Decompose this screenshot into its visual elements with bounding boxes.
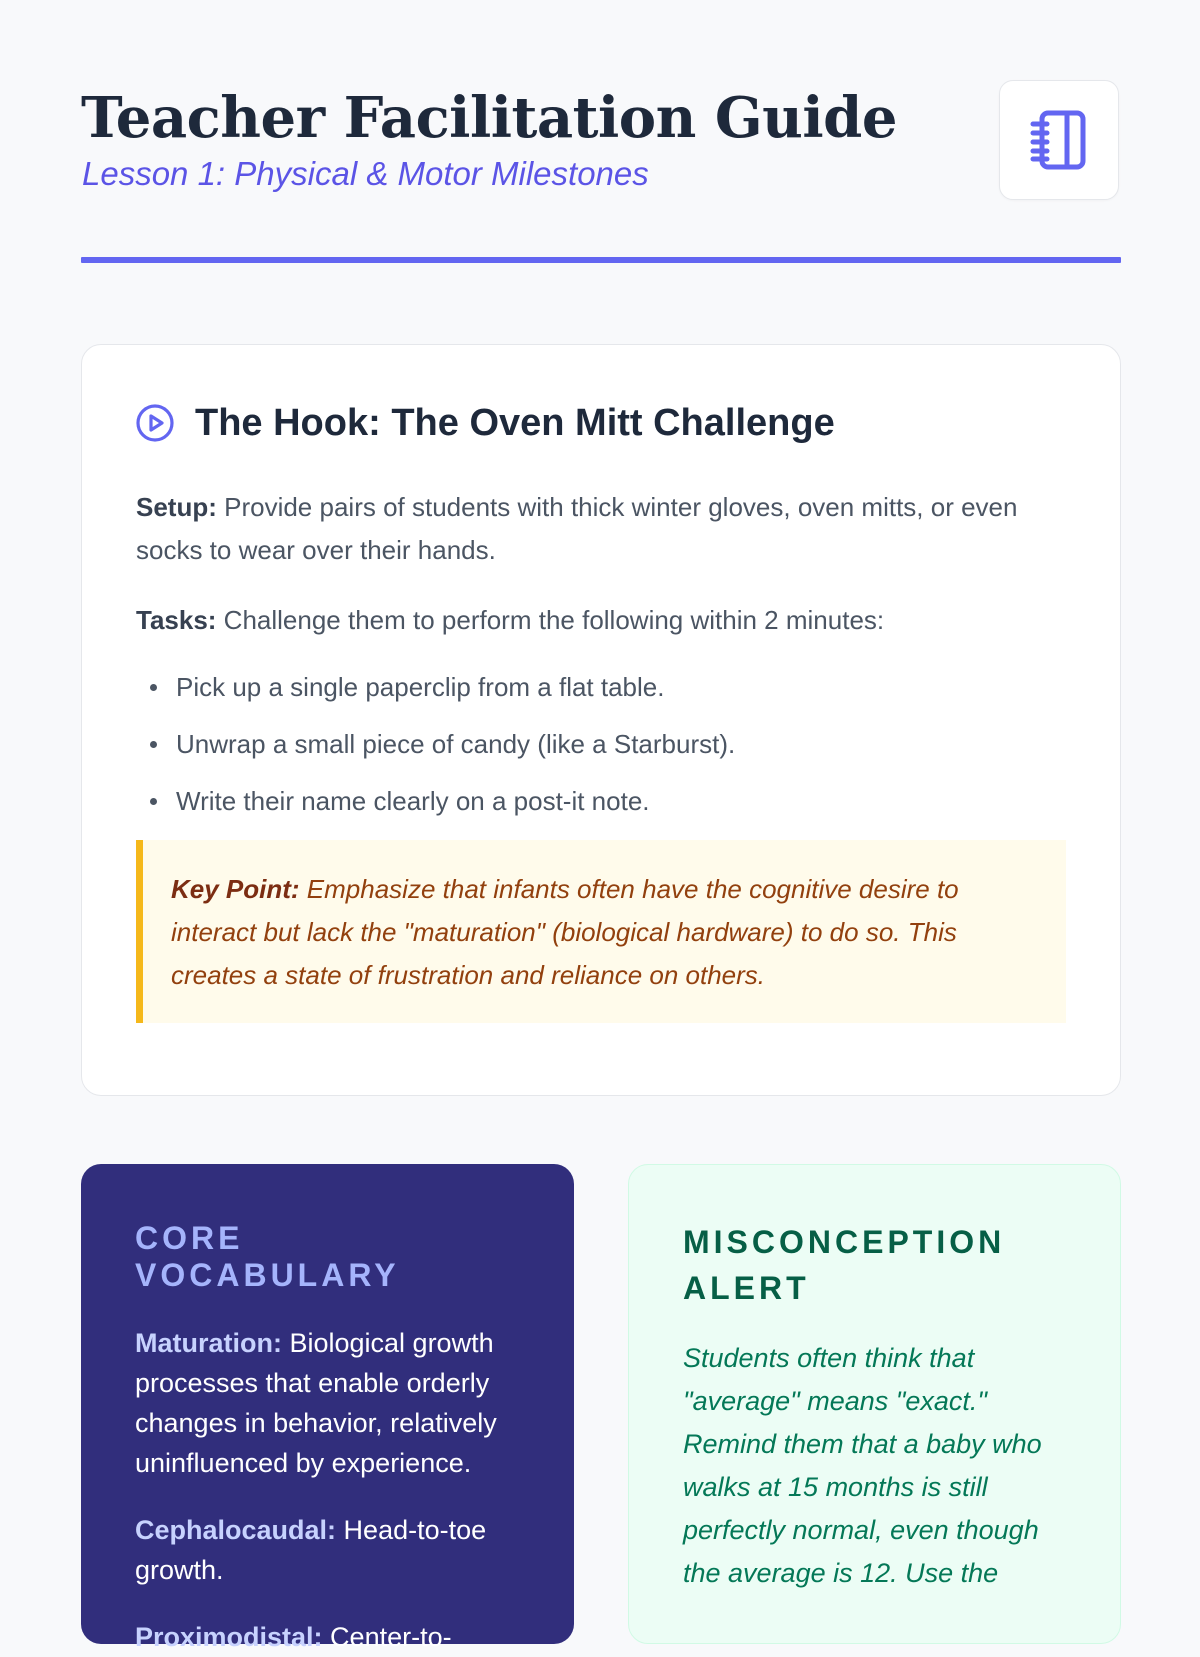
setup-text: Provide pairs of students with thick winter gloves, oven mitts, or even socks to wear over their hands. xyxy=(136,492,1018,565)
key-point-text: Emphasize that infants often have the cognitive desire to interact but lack the "maturation" (biological hardware) to do so. This creates a state of frustration and reliance on others. xyxy=(171,874,959,990)
vocabulary-term: Maturation: xyxy=(135,1328,282,1358)
misconception-text: Students often think that "average" means "exact." Remind them that a baby who walks at 15 months is still perfectly normal, even though the average is 12. Use the xyxy=(683,1343,1042,1588)
hook-title: The Hook: The Oven Mitt Challenge xyxy=(195,401,835,444)
list-item: Pick up a single paperclip from a flat table. xyxy=(176,669,1066,705)
list-item: Write their name clearly on a post-it note. xyxy=(176,783,1066,819)
tasks-paragraph xyxy=(136,599,1066,642)
page-title: Teacher Facilitation Guide xyxy=(81,85,897,151)
header-divider xyxy=(81,257,1121,263)
vocabulary-definition: Head-to-toe growth. xyxy=(135,1515,487,1585)
task-list xyxy=(136,669,1066,819)
hook-card xyxy=(81,344,1121,1096)
vocabulary-item xyxy=(135,1323,520,1483)
misconception-heading: MISCONCEPTION ALERT xyxy=(683,1224,1006,1306)
list-item: Unwrap a small piece of candy (like a Starburst). xyxy=(176,726,1066,762)
hook-header xyxy=(136,399,1066,447)
tasks-label: Tasks: xyxy=(136,605,217,635)
misconception-alert-card xyxy=(628,1164,1121,1644)
key-point-callout xyxy=(136,840,1066,1023)
tasks-text: Challenge them to perform the following within 2 minutes: xyxy=(216,605,885,635)
vocabulary-definition: Biological growth processes that enable orderly changes in behavior, relatively uninfluenced by experience. xyxy=(135,1328,497,1478)
vocabulary-heading: CORE VOCABULARY xyxy=(135,1220,400,1293)
play-circle-icon xyxy=(135,403,175,443)
page-header xyxy=(81,80,1121,204)
vocabulary-term: Proximodistal: xyxy=(135,1622,323,1652)
setup-label: Setup: xyxy=(136,492,217,522)
key-point-label: Key Point: xyxy=(171,874,300,904)
notebook-icon-button[interactable] xyxy=(999,80,1119,200)
page-subtitle: Lesson 1: Physical & Motor Milestones xyxy=(82,155,649,192)
vocabulary-definition: Center-to- xyxy=(322,1622,452,1652)
vocabulary-term: Cephalocaudal: xyxy=(135,1515,337,1545)
notebook-icon xyxy=(1029,109,1089,171)
core-vocabulary-card xyxy=(81,1164,574,1652)
vocabulary-item xyxy=(135,1510,520,1590)
setup-paragraph xyxy=(136,486,1066,572)
vocabulary-item xyxy=(135,1617,520,1657)
